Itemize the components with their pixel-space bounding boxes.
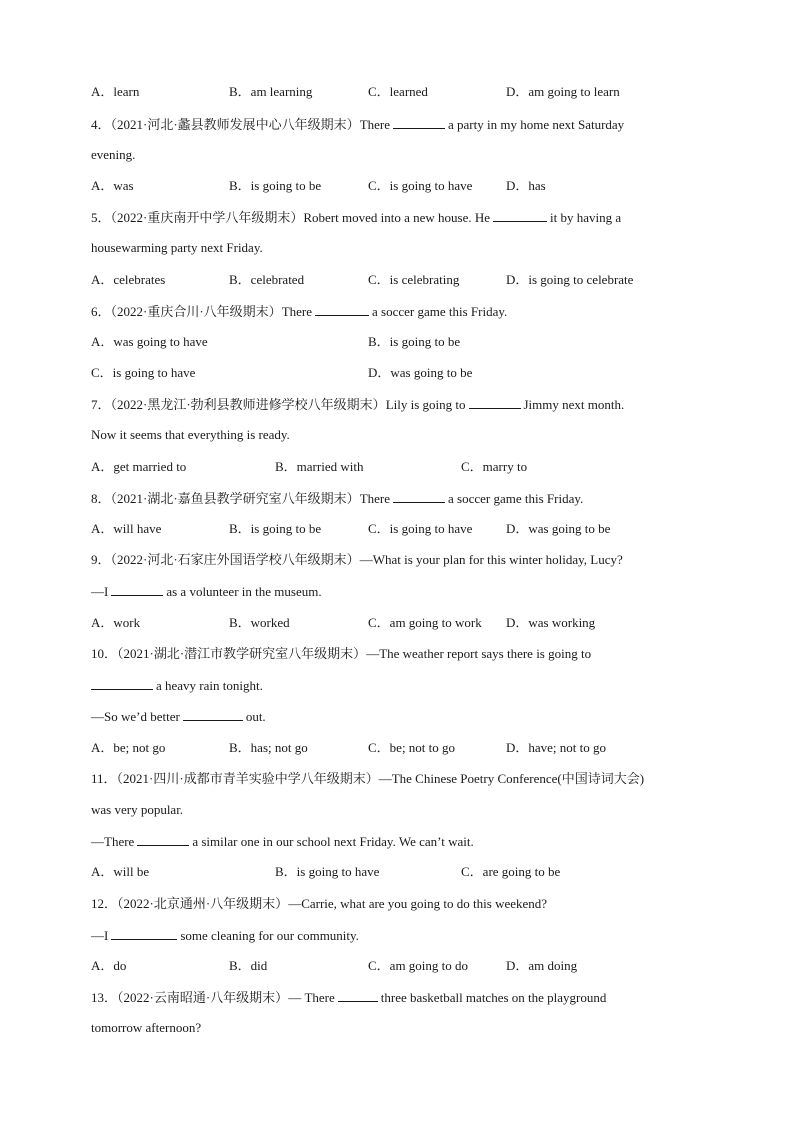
question-text: a heavy rain tonight.: [156, 678, 263, 693]
question-text: There: [281, 304, 312, 319]
option-a[interactable]: A．celebrates: [91, 272, 166, 287]
question-source: （2021·河北·蠡县教师发展中心八年级期末）: [110, 117, 360, 132]
question-9: [91, 552, 623, 568]
option-d[interactable]: D．am going to learn: [506, 84, 620, 99]
option-d[interactable]: D．was going to be: [506, 521, 611, 536]
answer-blank[interactable]: [493, 209, 547, 222]
question-number: 12．: [91, 896, 118, 911]
option-d[interactable]: D．was working: [506, 615, 596, 630]
question-text: —What is your plan for this winter holiday, Lucy?: [359, 552, 623, 567]
question-source: （2022·黑龙江·勃利县教师进修学校八年级期末）: [110, 397, 386, 412]
question-number: 10．: [91, 646, 118, 661]
option-a[interactable]: A．get married to: [91, 459, 187, 474]
question-text: a similar one in our school next Friday. We can’t wait.: [192, 834, 474, 849]
question-text: some cleaning for our community.: [180, 928, 359, 943]
option-c[interactable]: C．learned: [368, 84, 428, 99]
answer-blank[interactable]: [315, 303, 369, 316]
question-number: 11．: [91, 771, 117, 786]
option-b[interactable]: B．did: [229, 958, 268, 973]
question-text: —Carrie, what are you going to do this weekend?: [288, 896, 548, 911]
option-d[interactable]: D．was going to be: [368, 365, 473, 380]
question-7: [91, 396, 624, 413]
option-c[interactable]: C．am going to work: [368, 615, 482, 630]
option-a[interactable]: A．will be: [91, 864, 150, 879]
answer-blank[interactable]: [393, 116, 445, 129]
question-text: it by having a: [550, 210, 622, 225]
options-row: [0, 459, 794, 475]
question-source: （2022·重庆南开中学八年级期末）: [110, 210, 304, 225]
option-a[interactable]: A．was: [91, 178, 134, 193]
question-text: —I: [91, 584, 109, 599]
options-row: [0, 521, 794, 537]
question-text: a soccer game this Friday.: [448, 491, 584, 506]
question-5: [91, 209, 621, 226]
question-4: [91, 116, 624, 133]
answer-blank[interactable]: [111, 583, 163, 596]
option-d[interactable]: D．am doing: [506, 958, 578, 973]
question-text: Jimmy next month.: [523, 397, 625, 412]
options-row: [0, 84, 794, 100]
question-number: 8．: [91, 491, 111, 506]
option-a[interactable]: A．do: [91, 958, 127, 973]
question-10: [91, 646, 591, 662]
question-text: —The weather report says there is going to: [366, 646, 592, 661]
question-text: There: [359, 491, 390, 506]
question-source: （2022·重庆合川·八年级期末）: [110, 304, 282, 319]
question-11-line3: [91, 833, 474, 850]
question-text: —There: [91, 834, 135, 849]
options-row: [0, 334, 794, 350]
option-a[interactable]: A．was going to have: [91, 334, 208, 349]
option-c[interactable]: C．is going to have: [368, 178, 473, 193]
option-c[interactable]: C．is celebrating: [368, 272, 460, 287]
option-a[interactable]: A．will have: [91, 521, 162, 536]
option-d[interactable]: D．is going to celebrate: [506, 272, 634, 287]
answer-blank[interactable]: [469, 396, 521, 409]
question-source: （2022·河北·石家庄外国语学校八年级期末）: [110, 552, 360, 567]
question-text: Lily is going to: [385, 397, 466, 412]
option-b[interactable]: B．married with: [275, 459, 364, 474]
question-6: [91, 303, 507, 320]
options-row: [0, 958, 794, 974]
question-text: a party in my home next Saturday: [448, 117, 625, 132]
option-b[interactable]: B．worked: [229, 615, 290, 630]
question-7-cont: Now it seems that everything is ready.: [91, 427, 290, 442]
option-c[interactable]: C．is going to have: [91, 365, 196, 380]
question-13: [91, 989, 606, 1006]
answer-blank[interactable]: [338, 989, 378, 1002]
question-11-cont: was very popular.: [91, 802, 184, 817]
question-source: （2022·北京通州·八年级期末）: [117, 896, 289, 911]
option-c[interactable]: C．marry to: [461, 459, 528, 474]
question-number: 6．: [91, 304, 111, 319]
question-number: 7．: [91, 397, 111, 412]
question-text: Robert moved into a new house. He: [303, 210, 491, 225]
option-a[interactable]: A．be; not go: [91, 740, 166, 755]
option-c[interactable]: C．be; not to go: [368, 740, 456, 755]
answer-blank[interactable]: [183, 708, 243, 721]
options-row: [0, 178, 794, 194]
question-10-line3: [91, 708, 266, 725]
question-source: （2021·四川·成都市青羊实验中学八年级期末）: [116, 771, 379, 786]
options-row: [0, 272, 794, 288]
answer-blank[interactable]: [111, 927, 177, 940]
options-row: [0, 740, 794, 756]
question-source: （2022·云南昭通·八年级期末）: [117, 990, 289, 1005]
question-text: out.: [245, 709, 266, 724]
answer-blank[interactable]: [137, 833, 189, 846]
question-source: （2021·湖北·嘉鱼县教学研究室八年级期末）: [110, 491, 360, 506]
question-number: 9．: [91, 552, 111, 567]
question-number: 13．: [91, 990, 118, 1005]
question-13-cont: tomorrow afternoon?: [91, 1020, 202, 1035]
option-b[interactable]: B．is going to be: [229, 521, 322, 536]
question-text: as a volunteer in the museum.: [166, 584, 322, 599]
question-number: 5．: [91, 210, 111, 225]
question-source: （2021·湖北·潜江市教学研究室八年级期末）: [117, 646, 367, 661]
option-b[interactable]: B．celebrated: [229, 272, 305, 287]
question-number: 4．: [91, 117, 111, 132]
question-8: [91, 490, 583, 507]
question-text: There: [359, 117, 390, 132]
question-9-cont: [91, 583, 322, 600]
question-text: three basketball matches on the playground: [380, 990, 607, 1005]
question-text: —So we’d better: [91, 709, 180, 724]
option-d[interactable]: D．have; not to go: [506, 740, 607, 755]
question-10-cont: [91, 677, 263, 694]
question-4-cont: evening.: [91, 147, 136, 162]
question-text: — There: [288, 990, 335, 1005]
question-text: —I: [91, 928, 109, 943]
options-row: [0, 365, 794, 381]
option-b[interactable]: B．is going to be: [368, 334, 461, 349]
question-12-cont: [91, 927, 359, 944]
option-c[interactable]: C．are going to be: [461, 864, 561, 879]
question-12: [91, 896, 547, 912]
option-c[interactable]: C．is going to have: [368, 521, 473, 536]
option-b[interactable]: B．is going to have: [275, 864, 380, 879]
answer-blank[interactable]: [393, 490, 445, 503]
question-11: [91, 771, 644, 787]
option-a[interactable]: A．work: [91, 615, 141, 630]
question-text: —The Chinese Poetry Conference(中国诗词大会): [378, 771, 645, 786]
option-b[interactable]: B．am learning: [229, 84, 313, 99]
option-b[interactable]: B．is going to be: [229, 178, 322, 193]
answer-blank[interactable]: [91, 677, 153, 690]
question-5-cont: housewarming party next Friday.: [91, 240, 263, 255]
options-row: [0, 864, 794, 880]
question-text: a soccer game this Friday.: [372, 304, 508, 319]
options-row: [0, 615, 794, 631]
option-c[interactable]: C．am going to do: [368, 958, 469, 973]
option-a[interactable]: A．learn: [91, 84, 140, 99]
option-b[interactable]: B．has; not go: [229, 740, 308, 755]
option-d[interactable]: D．has: [506, 178, 546, 193]
